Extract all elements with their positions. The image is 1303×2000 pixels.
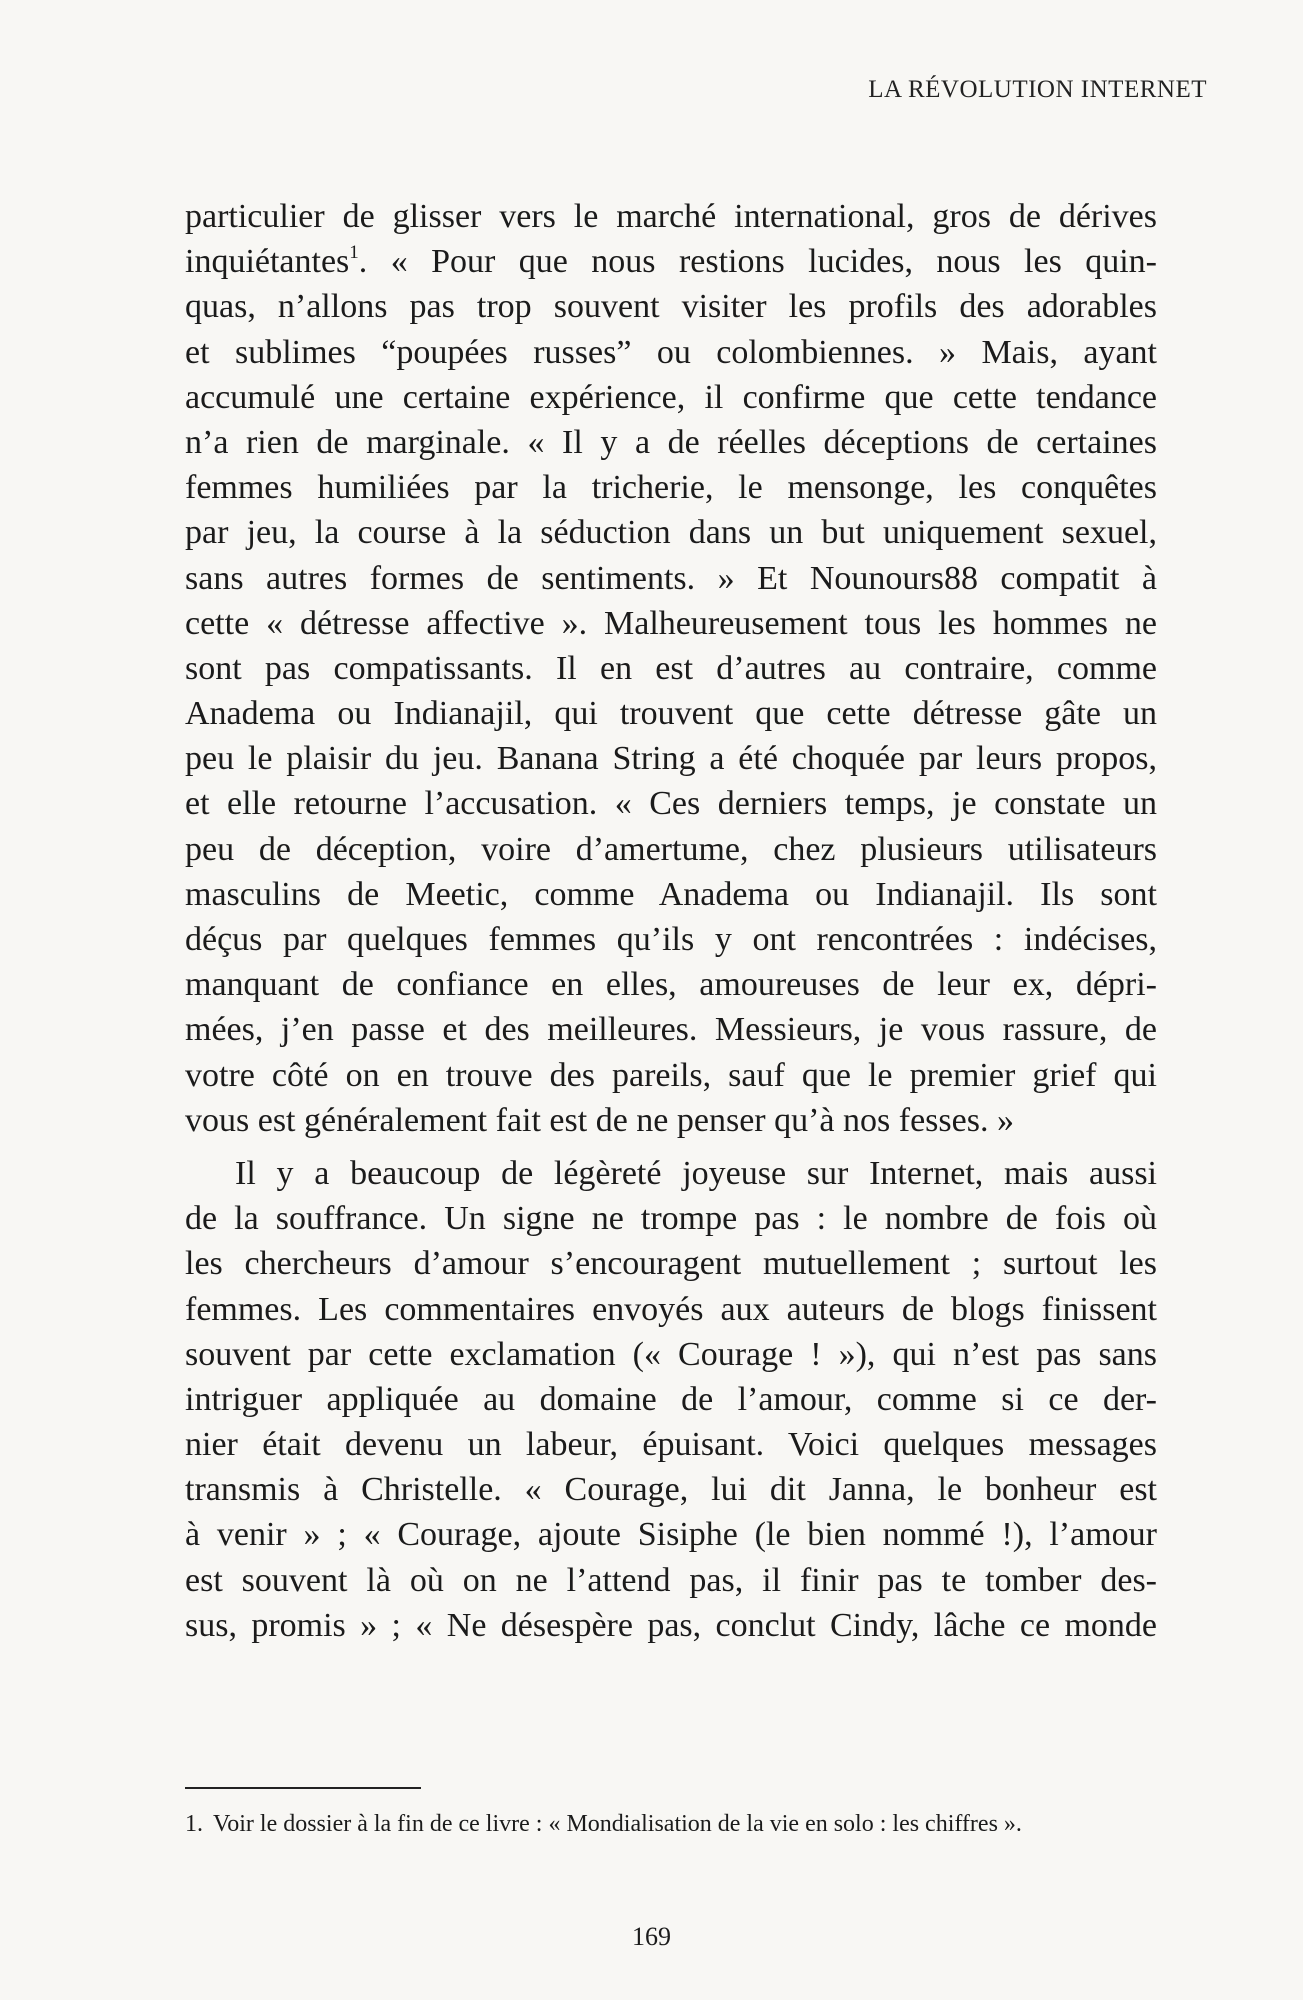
text-line: les chercheurs d’amour s’encouragent mutuellement ; surtout les (185, 1245, 1157, 1283)
text-line: est souvent là où on ne l’attend pas, il finir pas te tomber des- (185, 1561, 1157, 1599)
text-line: intriguer appliquée au domaine de l’amour, comme si ce der- (185, 1380, 1157, 1418)
text-line: sus, promis » ; « Ne désespère pas, conclut Cindy, lâche ce monde (185, 1606, 1157, 1644)
text-line: manquant de confiance en elles, amoureuses de leur ex, dépri- (185, 966, 1157, 1004)
text-line: quas, n’allons pas trop souvent visiter les profils des adorables (185, 288, 1157, 326)
text-line: peu de déception, voire d’amertume, chez plusieurs utilisateurs (185, 830, 1157, 868)
footnote-separator (185, 1787, 421, 1789)
paragraph-spacer (185, 1143, 1157, 1151)
text-line: de la souffrance. Un signe ne trompe pas : le nombre de fois où (185, 1200, 1157, 1238)
paragraph (185, 194, 1157, 1143)
running-head: LA RÉVOLUTION INTERNET (868, 76, 1207, 103)
text-line: sans autres formes de sentiments. » Et Nounours88 compatit à (185, 559, 1157, 597)
text-line: par jeu, la course à la séduction dans un but uniquement sexuel, (185, 514, 1157, 552)
paragraph (185, 1151, 1157, 1648)
text-line: souvent par cette exclamation (« Courage ! »), qui n’est pas sans (185, 1335, 1157, 1373)
text-line: inquiétantes$^1$. « Pour que nous restions lucides, nous les quin- (185, 241, 1157, 281)
footnote-reference[interactable]: 1 (349, 241, 359, 263)
text-line: Anadema ou Indianajil, qui trouvent que cette détresse gâte un (185, 695, 1157, 733)
text-line: à venir » ; « Courage, ajoute Sisiphe (le bien nommé !), l’amour (185, 1516, 1157, 1554)
text-line: déçus par quelques femmes qu’ils y ont rencontrées : indécises, (185, 921, 1157, 958)
text-line: Il y a beaucoup de légèreté joyeuse sur Internet, mais aussi (235, 1154, 1157, 1192)
text-line: sont pas compatissants. Il en est d’autres au contraire, comme (185, 649, 1157, 687)
text-line: transmis à Christelle. « Courage, lui dit Janna, le bonheur est (185, 1471, 1157, 1509)
text-line: nier était devenu un labeur, épuisant. Voici quelques messages (185, 1426, 1157, 1464)
text-line: votre côté on en trouve des pareils, sauf que le premier grief qui (185, 1056, 1157, 1094)
text-line: accumulé une certaine expérience, il confirme que cette tendance (185, 378, 1157, 416)
text-line: et elle retourne l’accusation. « Ces derniers temps, je constate un (185, 785, 1157, 823)
body-text (185, 194, 1157, 1648)
text-line: femmes humiliées par la tricherie, le mensonge, les conquêtes (185, 469, 1157, 507)
page-number: 169 (632, 1922, 671, 1951)
text-line: masculins de Meetic, comme Anadema ou Indianajil. Ils sont (185, 875, 1157, 913)
text-line: peu le plaisir du jeu. Banana String a été choquée par leurs propos, (185, 740, 1157, 778)
footnote-text: Voir le dossier à la fin de ce livre : « Mondialisation de la vie en solo : les chiffres ». (213, 1811, 1022, 1837)
text-line: et sublimes “poupées russes” ou colombiennes. » Mais, ayant (185, 333, 1157, 371)
text-line: mées, j’en passe et des meilleures. Messieurs, je vous rassure, de (185, 1011, 1157, 1049)
footnote (185, 1808, 1165, 1840)
text-line: particulier de glisser vers le marché international, gros de dérives (185, 198, 1157, 235)
text-line: femmes. Les commentaires envoyés aux auteurs de blogs finissent (185, 1290, 1157, 1328)
text-line: n’a rien de marginale. « Il y a de réelles déceptions de certaines (185, 423, 1157, 461)
footnote-number: 1. (185, 1811, 203, 1837)
text-line: vous est généralement fait est de ne penser qu’à nos fesses. » (185, 1101, 1014, 1139)
text-line: cette « détresse affective ». Malheureusement tous les hommes ne (185, 604, 1157, 642)
